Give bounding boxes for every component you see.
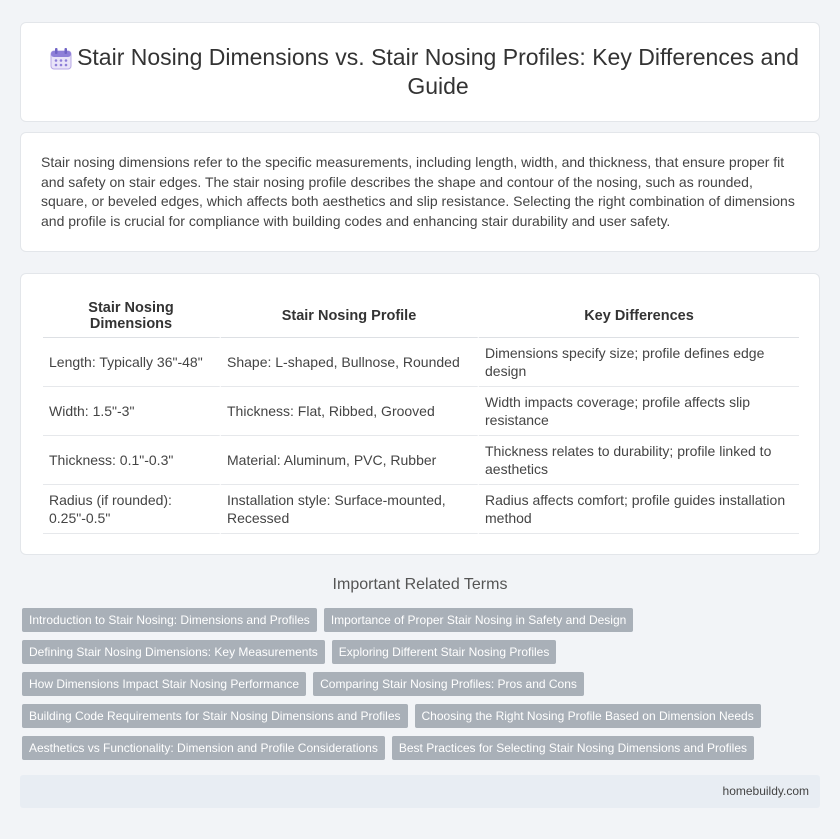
table-cell: Width: 1.5"-3" — [43, 387, 221, 436]
intro-card — [20, 132, 820, 252]
table-row — [43, 387, 799, 436]
related-terms-list — [22, 608, 822, 768]
table-cell: Length: Typically 36"-48" — [43, 338, 221, 387]
table-cell: Width impacts coverage; profile affects slip resistance — [479, 387, 799, 436]
comparison-table-card — [20, 273, 820, 555]
table-cell: Thickness: 0.1"-0.3" — [43, 436, 221, 485]
related-term-link[interactable]: Importance of Proper Stair Nosing in Safety and Design — [324, 608, 634, 632]
title-card — [20, 22, 820, 122]
related-term-link[interactable]: Defining Stair Nosing Dimensions: Key Measurements — [22, 640, 325, 664]
table-cell: Shape: L-shaped, Bullnose, Rounded — [221, 338, 479, 387]
table-cell: Radius (if rounded): 0.25"-0.5" — [43, 485, 221, 534]
related-term-link[interactable]: Comparing Stair Nosing Profiles: Pros and Cons — [313, 672, 584, 696]
related-term-link[interactable]: Best Practices for Selecting Stair Nosing Dimensions and Profiles — [392, 736, 754, 760]
table-cell: Installation style: Surface-mounted, Recessed — [221, 485, 479, 534]
related-term-link[interactable]: Choosing the Right Nosing Profile Based on Dimension Needs — [415, 704, 761, 728]
comparison-table — [43, 294, 799, 534]
table-header-row — [43, 294, 799, 338]
related-term-link[interactable]: Introduction to Stair Nosing: Dimensions and Profiles — [22, 608, 317, 632]
table-cell: Thickness: Flat, Ribbed, Grooved — [221, 387, 479, 436]
related-terms-heading: Important Related Terms — [332, 576, 508, 593]
footer — [20, 775, 820, 808]
intro-text: Stair nosing dimensions refer to the specific measurements, including length, width, and thickness, that ensure proper fit and safety on stair edges. The stair nosing profile describes the shape and contour of the nosing, such as rounded, square, or beveled edges, which affects both aesthetics and slip resistance. Selecting the right combination of dimensions and profile is crucial for compliance with building codes and enhancing stair durability and user safety. — [41, 154, 795, 229]
table-cell: Material: Aluminum, PVC, Rubber — [221, 436, 479, 485]
table-cell: Thickness relates to durability; profile linked to aesthetics — [479, 436, 799, 485]
footer-site-link[interactable]: homebuildy.com — [722, 784, 809, 798]
related-term-link[interactable]: Building Code Requirements for Stair Nosing Dimensions and Profiles — [22, 704, 408, 728]
related-term-link[interactable]: Aesthetics vs Functionality: Dimension and Profile Considerations — [22, 736, 385, 760]
column-header: Stair Nosing Dimensions — [43, 294, 221, 338]
page-title: Stair Nosing Dimensions vs. Stair Nosing Profiles: Key Differences and Guide — [77, 44, 799, 99]
table-row — [43, 338, 799, 387]
table-cell: Radius affects comfort; profile guides installation method — [479, 485, 799, 534]
table-cell: Dimensions specify size; profile defines edge design — [479, 338, 799, 387]
table-row — [43, 485, 799, 534]
related-term-link[interactable]: How Dimensions Impact Stair Nosing Performance — [22, 672, 306, 696]
column-header: Key Differences — [479, 294, 799, 338]
table-row — [43, 436, 799, 485]
column-header: Stair Nosing Profile — [221, 294, 479, 338]
related-term-link[interactable]: Exploring Different Stair Nosing Profiles — [332, 640, 557, 664]
